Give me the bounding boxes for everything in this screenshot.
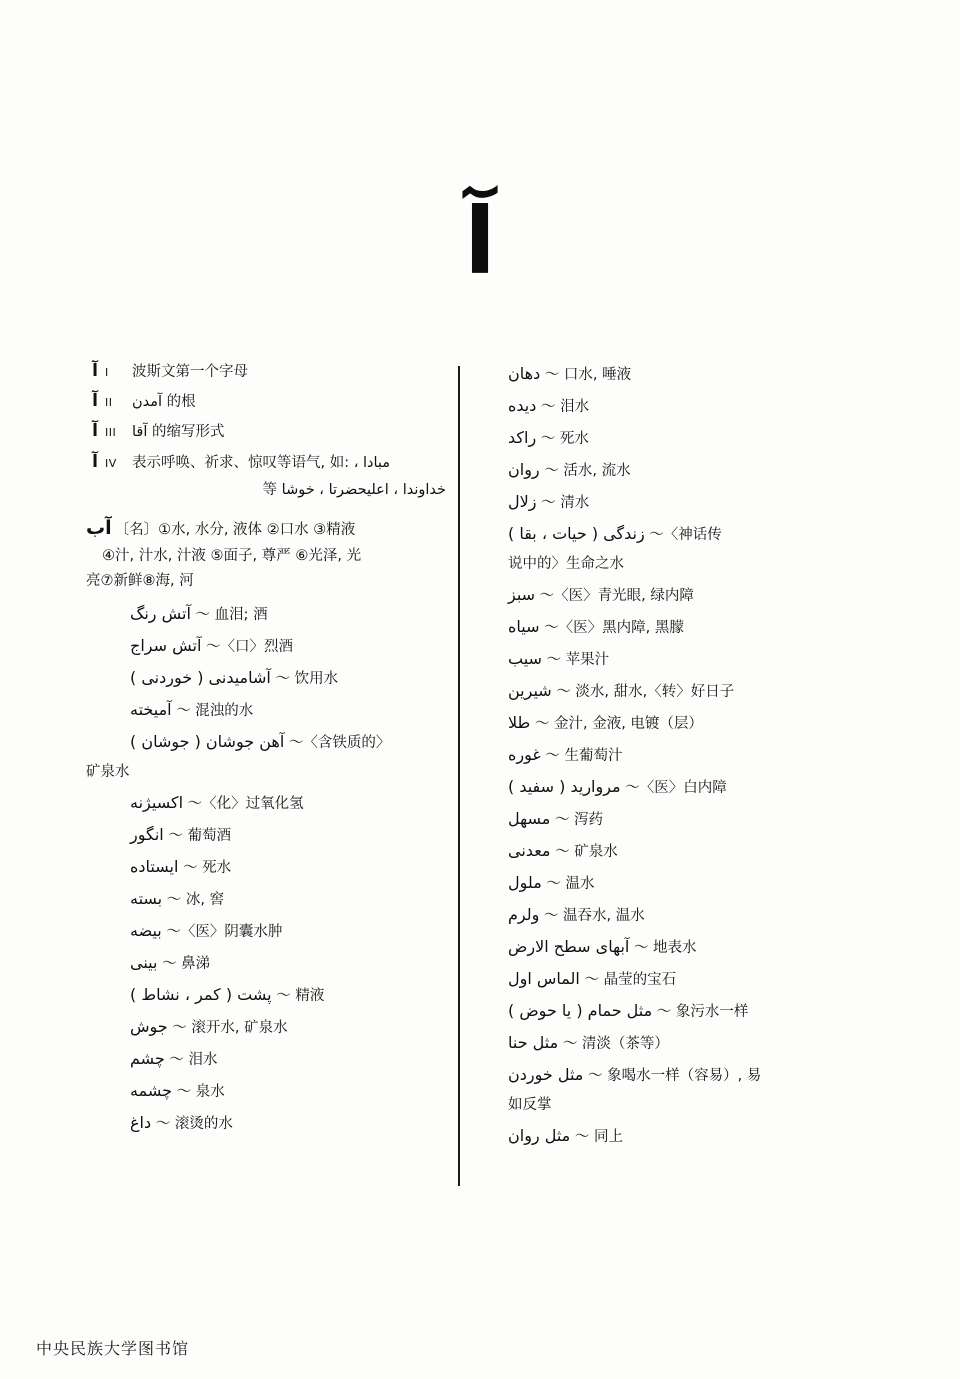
subentry-term: چشم: [130, 1048, 165, 1068]
subentry-gloss: ～ 滚开水, 矿泉水: [172, 1019, 288, 1036]
subentry-term: مسهل: [508, 809, 551, 828]
headword-entry: [86, 512, 446, 594]
subentry-term: ملول: [508, 873, 542, 892]
subentry-gloss: ～ 清淡（茶等）: [562, 1036, 669, 1052]
sense-entry: [86, 449, 446, 476]
subentry-gloss: ～ 苹果汁: [546, 652, 610, 668]
subentry-term: ولرم: [508, 905, 540, 924]
subentry: [86, 979, 446, 1011]
subentry-term: مثل حنا: [508, 1033, 559, 1052]
subentry-gloss: ～ 血泪; 酒: [195, 606, 268, 623]
subentry-gloss: ～ 死水: [183, 859, 232, 876]
subentry: [508, 358, 868, 390]
subentry-term: مرواريد ( سفيد ): [508, 777, 621, 796]
subentry-term: بسته: [130, 888, 163, 908]
subentry: [86, 819, 446, 851]
subentry-gloss: ～ 泉水: [176, 1083, 225, 1100]
subentry: [508, 835, 868, 867]
subentry: [508, 390, 868, 422]
subentry-term: بينی: [130, 952, 158, 972]
subentry: [86, 726, 446, 758]
subentry-gloss: ～ 精液: [276, 987, 325, 1004]
subentry: [508, 1120, 868, 1152]
column-divider: [458, 366, 460, 1186]
left-column: [86, 358, 446, 1198]
subentry-term: سياه: [508, 617, 540, 636]
page-header-letter: آ: [464, 188, 496, 295]
subentry: [508, 454, 868, 486]
subentry: [86, 915, 446, 947]
subentry-term: بيضه: [130, 920, 162, 940]
subentry: [508, 995, 868, 1027]
subentry-term: داغ: [130, 1112, 152, 1132]
right-column: [508, 358, 868, 1198]
subentry: [508, 899, 868, 931]
subentry-term: غوره: [508, 745, 541, 764]
subentry-gloss: ～〈化〉过氧化氢: [187, 795, 304, 812]
sense-number: I: [105, 366, 109, 379]
subentry: [508, 643, 868, 675]
subentry-term: آشاميدنی ( خوردنی ): [130, 667, 271, 687]
sense-number: IV: [105, 456, 117, 470]
subentry-term: انگور: [130, 824, 164, 844]
subentry-gloss: ～ 金汁, 金液, 电镀（层）: [534, 716, 703, 732]
subentry-term: مثل حمام ( يا حوض ): [508, 1001, 653, 1020]
subentry: [86, 1107, 446, 1139]
subentry-term: آهن جوشان ( جوشان ): [130, 731, 285, 751]
sense-headword: آ: [92, 391, 98, 412]
subentry: [508, 931, 868, 963]
subentry-continuation: 如反掌: [508, 1097, 552, 1113]
subentry-term: آتش سراج: [130, 635, 202, 655]
headword-definition-line3: 亮⑦新鲜⑧海, 河: [86, 572, 194, 589]
sense-headword: آ: [92, 421, 98, 442]
subentry-gloss: ～〈医〉阴囊水肿: [166, 923, 283, 940]
subentry-term: زلال: [508, 492, 537, 511]
subentry-gloss: ～〈口〉烈酒: [206, 638, 293, 655]
subentry-gloss: ～ 葡萄酒: [168, 827, 231, 844]
subentry-term: زندگی ( حيات ، بقا ): [508, 524, 645, 543]
subentry: [508, 963, 868, 995]
subentry-term: آتش رنگ: [130, 603, 191, 623]
sense-headword: آ: [92, 451, 98, 472]
subentry: [86, 1043, 446, 1075]
subentry-gloss: ～ 鼻涕: [162, 955, 211, 972]
sense-text: 波斯文第一个字母: [132, 364, 248, 380]
subentry-gloss: ～ 口水, 唾液: [544, 367, 632, 383]
subentry: [508, 867, 868, 899]
subentry-gloss: ～〈医〉白内障: [625, 780, 727, 796]
two-column-body: [86, 358, 886, 1198]
subentry-gloss: ～ 淡水, 甜水,〈转〉好日子: [556, 684, 735, 700]
sense-entry: [86, 388, 446, 415]
subentry: [508, 579, 868, 611]
sense-number: III: [105, 426, 117, 440]
sense-number: II: [105, 396, 113, 410]
subentry-term: مثل روان: [508, 1126, 571, 1145]
subentry: [508, 739, 868, 771]
subentry-gloss: ～ 冰, 窖: [166, 891, 225, 908]
subentry-gloss: ～ 滚烫的水: [155, 1115, 233, 1132]
subentry: [86, 1075, 446, 1107]
subentry: [508, 707, 868, 739]
subentry: [508, 803, 868, 835]
subentry-gloss: ～〈含铁质的〉: [288, 734, 391, 751]
subentry-term: معدنی: [508, 841, 551, 860]
subentry-term: آبهای سطح الارض: [508, 937, 630, 956]
subentry: [86, 947, 446, 979]
subentry-gloss: ～ 混浊的水: [176, 702, 254, 719]
subentry-term: ديده: [508, 396, 537, 415]
subentry-gloss: ～ 矿泉水: [555, 844, 618, 860]
subentry-gloss: ～ 生葡萄汁: [545, 748, 623, 764]
sense-text: آقا 的缩写形式: [132, 424, 225, 441]
subentry-gloss: ～ 晶莹的宝石: [584, 972, 677, 988]
sense-headword: آ: [92, 361, 98, 381]
subentry-term: سبز: [508, 585, 536, 604]
subentry-gloss: ～ 象污水一样: [656, 1004, 749, 1020]
subentry-gloss: ～〈医〉青光眼, 绿内障: [539, 588, 694, 604]
subentry: [86, 598, 446, 630]
subentry-term: ايستاده: [130, 856, 179, 876]
headword-definition-line1: 〔名〕①水, 水分, 液体 ②口水 ③精液: [114, 521, 356, 538]
subentry-term: الماس اول: [508, 969, 580, 988]
subentry-gloss: ～ 温吞水, 温水: [543, 908, 645, 924]
subentry-gloss: ～ 死水: [540, 431, 589, 447]
subentry: [86, 694, 446, 726]
subentry-term: اكسيژنه: [130, 792, 184, 812]
subentry: [508, 1027, 868, 1059]
subentry-gloss: ～ 泻药: [554, 812, 604, 828]
subentry-gloss: ～ 地表水: [633, 940, 697, 956]
subentry-gloss: ～ 泪水: [169, 1051, 218, 1068]
subentry-term: دهان: [508, 364, 541, 383]
subentry-gloss: ～ 象喝水一样（容易）, 易: [587, 1068, 762, 1084]
subentry: [86, 662, 446, 694]
subentry: [86, 851, 446, 883]
subentry: [508, 486, 868, 518]
subentry-gloss: ～ 饮用水: [275, 670, 339, 687]
subentry-term: جوش: [130, 1016, 168, 1036]
subentry-term: راكد: [508, 428, 537, 447]
subentry: [86, 787, 446, 819]
headword-definition-line2: ④汁, 汁水, 汁液 ⑤面子, 尊严 ⑥光泽, 光: [102, 548, 362, 565]
subentry-term: پشت ( كمر ، نشاط ): [130, 984, 272, 1004]
subentry-gloss: ～〈医〉黑内障, 黑朦: [544, 620, 684, 636]
subentry-gloss: ～〈神话传: [649, 527, 722, 543]
subentry-gloss: ～ 温水: [546, 876, 595, 892]
headword-term: آب: [86, 516, 112, 539]
subentry: [508, 518, 868, 550]
subentry-term: طلا: [508, 713, 531, 732]
subentry-gloss: ～ 清水: [541, 495, 590, 511]
subentry-term: شيرين: [508, 681, 552, 700]
subentry: [508, 1059, 868, 1091]
sense-entry: [86, 358, 446, 385]
subentry-term: سيب: [508, 649, 542, 668]
sense-entry: [86, 418, 446, 445]
subentry: [86, 883, 446, 915]
subentry-term: مثل خوردن: [508, 1065, 584, 1084]
subentry: [86, 1011, 446, 1043]
subentry-term: آميخته: [130, 699, 172, 719]
subentry-gloss: ～ 泪水: [540, 399, 590, 415]
subentry-continuation: 矿泉水: [86, 763, 130, 780]
subentry-term: روان: [508, 460, 540, 479]
subentry-gloss: ～ 活水, 流水: [544, 463, 631, 479]
subentry: [508, 771, 868, 803]
subentry: [508, 675, 868, 707]
sense-text: آمدن 的根: [132, 394, 196, 411]
sense-text: 表示呼唤、祈求、惊叹等语气, 如: ، مبادا: [132, 454, 391, 471]
subentry: [86, 630, 446, 662]
subentry-term: چشمه: [130, 1080, 172, 1100]
subentry-gloss: ～ 同上: [574, 1129, 623, 1145]
subentry-continuation: 说中的〉生命之水: [508, 556, 624, 572]
subentry: [508, 611, 868, 643]
library-stamp: 中央民族大学图书馆: [36, 1339, 190, 1358]
sense-continuation: خداوندا ، اعليحضرتا ، خوشا 等: [262, 481, 446, 498]
subentry: [508, 422, 868, 454]
